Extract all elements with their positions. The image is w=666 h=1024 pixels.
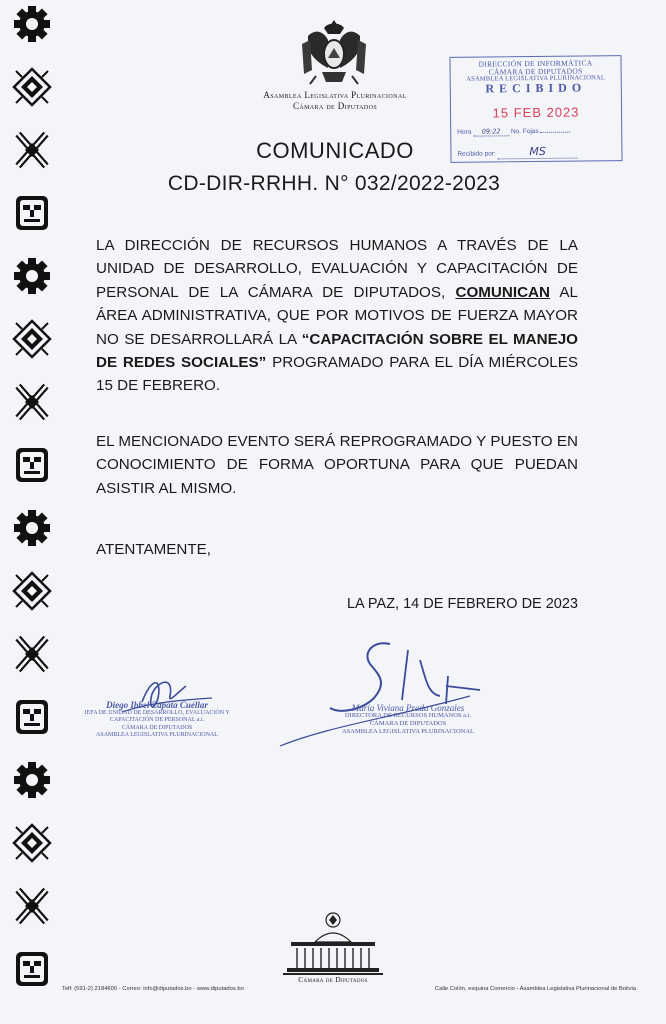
stamp-office: DIRECCIÓN DE INFORMÁTICA [478,58,593,69]
cross-motif-icon [18,134,46,166]
face-motif-icon [16,952,48,986]
stamp-recibido-label: Recibido por: [457,150,496,158]
right-signer-name: María Viviana Prada Gonzales [351,703,465,713]
stamp-hora-row [457,126,615,137]
diamond-motif-icon [14,69,50,105]
cross-motif-icon [18,638,46,670]
place-date: LA PAZ, 14 DE FEBRERO DE 2023 [346,596,578,612]
stamp-chamber: CÁMARA DE DIPUTADOS [488,66,583,77]
gear-motif-icon [14,762,50,798]
coat-of-arms-icon [298,18,370,88]
footer-address: Calle Colón, esquina Comercio - Asamblea Legislativa Plurinacional de Bolivia [434,986,636,992]
right-signer-title: DIRECTORA DE RECURSOS HUMANOS a.i. [344,712,472,719]
p1-intro: LA DIRECCIÓN DE RECURSOS HUMANOS A TRAVÉS DE LA UNIDAD DE DESARROLLO, EVALUACIÓN Y CAPACITACIÓN DE PERSONAL DE LA CÁMARA DE DIPUTADOS, [96,237,578,301]
face-motif-icon [16,196,48,230]
paragraph-reschedule: EL MENCIONADO EVENTO SERÁ REPROGRAMADO Y PUESTO EN CONOCIMIENTO DE FORMA OPORTUNA PARA QUE PUEDAN ASISTIR AL MISMO. [96,433,578,497]
institution-name: Asamblea Legislativa Plurinacional [263,90,407,100]
border-pattern-icon [8,6,56,1006]
stamp-date: 15 FEB 2023 [492,104,580,121]
closing: ATENTAMENTE, [96,541,212,558]
cross-motif-icon [18,386,46,418]
footer-chamber-label: Cámara de Diputados [298,975,368,984]
chamber-name: Cámara de Diputados [292,101,378,111]
stamp-hora-label: Hora [457,128,472,136]
footer-contact: Telf: (591-2) 2184600 - Correo: info@diputados.bo - www.diputados.bo [62,986,244,992]
cross-motif-icon [18,890,46,922]
stamp-status: RECIBIDO [485,80,587,96]
right-signature-block [318,704,498,736]
paragraph-main [96,234,578,398]
left-signer-title: JEFA DE UNIDAD DE DESARROLLO, EVALUACIÓN Y [84,709,230,716]
stamp-hora-value: 09:22 [481,127,501,136]
gear-motif-icon [14,510,50,546]
building-logo-icon [283,910,383,978]
stamp-fojas-label: No. Fojas [510,127,539,136]
p1-verb: COMUNICAN [455,283,550,301]
gear-motif-icon [14,258,50,294]
left-signer-title2: CAPACITACIÓN DE PERSONAL a.i. [109,717,205,723]
left-signature-block [82,702,232,740]
p1-end: PROGRAMADO PARA EL DÍA MIÉRCOLES 15 DE FEBRERO. [96,354,578,395]
diamond-motif-icon [14,573,50,609]
document-reference: CD-DIR-RRHH. N° 032/2022-2023 [167,172,501,195]
face-motif-icon [16,448,48,482]
left-signer-name: Diego Ibbel Zapata Cuéllar [106,700,208,710]
left-signer-chamber: CÁMARA DE DIPUTADOS [121,724,193,731]
p1-event: “CAPACITACIÓN SOBRE EL MANEJO DE REDES SOCIALES” [96,330,578,372]
received-stamp [449,55,622,163]
diamond-motif-icon [14,321,50,357]
decorative-border [8,6,56,1006]
right-signer-assembly: ASAMBLEA LEGISLATIVA PLURINACIONAL [341,728,475,735]
p1-middle: AL ÁREA ADMINISTRATIVA, QUE POR MOTIVOS DE FUERZA MAYOR NO SE DESARROLLARÁ LA [96,283,578,348]
diamond-motif-icon [14,825,50,861]
stamp-assembly: ASAMBLEA LEGISLATIVA PLURINACIONAL [466,74,606,83]
face-motif-icon [16,700,48,734]
gear-motif-icon [14,6,50,42]
stamp-recibido-value: MS [529,144,546,159]
document-title: COMUNICADO [256,138,414,163]
left-signer-assembly: ASAMBLEA LEGISLATIVA PLURINACIONAL [96,732,218,738]
right-signer-chamber: CÁMARA DE DIPUTADOS [369,720,447,727]
stamp-recibido-row [457,144,615,160]
